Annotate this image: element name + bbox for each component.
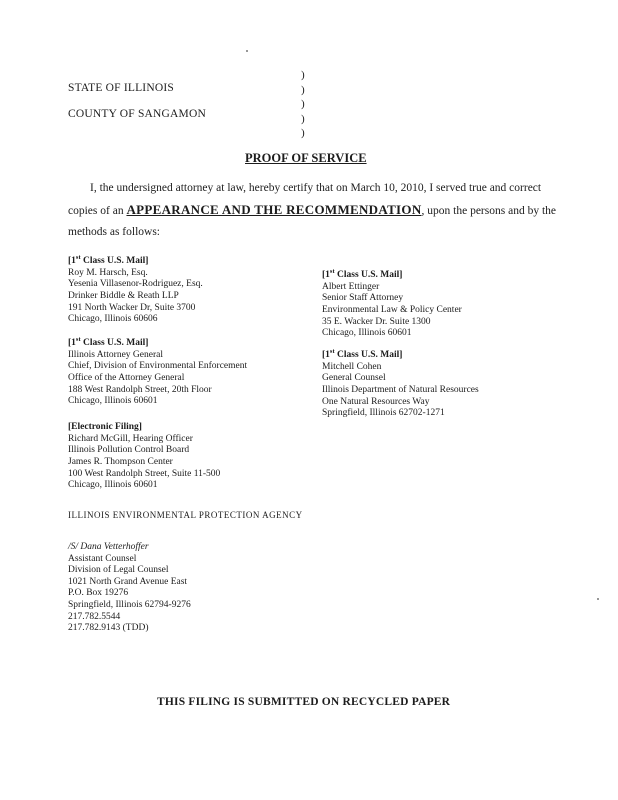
method-label: Class U.S. Mail] [80, 338, 149, 349]
caption-paren: ) [301, 112, 305, 125]
address-line: Chief, Division of Environmental Enforcement [68, 361, 248, 372]
method-superscript: st [329, 268, 335, 275]
address-line: Illinois Pollution Control Board [68, 445, 190, 456]
recycled-paper-notice: THIS FILING IS SUBMITTED ON RECYCLED PAPER [157, 696, 451, 708]
service-entry [322, 346, 479, 420]
address-line: Yesenia Villasenor-Rodriguez, Esq. [68, 279, 203, 290]
copies-suffix: , upon the persons and by the [421, 205, 556, 217]
address-line: One Natural Resources Way [322, 396, 430, 407]
caption-paren: ) [301, 83, 305, 96]
address-line: Mitchell Cohen [322, 361, 382, 372]
certification-line-3: methods as follows: [68, 226, 160, 238]
caption-paren: ) [301, 127, 305, 139]
method-label: Class U.S. Mail] [334, 350, 403, 361]
service-method: [1st Class U.S. Mail] [322, 268, 403, 281]
service-method: [1st Class U.S. Mail] [68, 254, 149, 267]
signature-line: /S/ Dana Vetterhoffer [68, 542, 149, 552]
signature-line: 217.782.9143 (TDD) [68, 623, 149, 634]
method-label: Class U.S. Mail] [80, 256, 149, 267]
service-method: [1st Class U.S. Mail] [322, 348, 403, 361]
address-line: 100 West Randolph Street, Suite 11-500 [68, 468, 221, 479]
signature-block [68, 542, 191, 635]
method-label: Electronic Filing] [71, 422, 142, 433]
service-entry [322, 266, 462, 340]
method-label: Class U.S. Mail] [334, 270, 403, 281]
document-title: PROOF OF SERVICE [245, 151, 367, 165]
scan-speck [597, 598, 599, 600]
method-number: 1 [71, 338, 76, 349]
signature-line: Division of Legal Counsel [68, 565, 169, 576]
service-entry [68, 252, 203, 326]
address-line: Roy M. Harsch, Esq. [68, 267, 148, 278]
address-line: 191 North Wacker Dr, Suite 3700 [68, 302, 196, 313]
agency-name: ILLINOIS ENVIRONMENTAL PROTECTION AGENCY [68, 510, 303, 520]
caption-state: STATE OF ILLINOIS [68, 82, 174, 94]
caption-county: COUNTY OF SANGAMON [68, 108, 206, 120]
method-superscript: st [329, 348, 335, 355]
address-line: Illinois Department of Natural Resources [322, 384, 479, 395]
service-entry [68, 418, 220, 492]
address-line: General Counsel [322, 373, 386, 384]
signature-line: 1021 North Grand Avenue East [68, 576, 188, 587]
caption-paren: ) [301, 98, 305, 110]
address-line: Office of the Attorney General [68, 372, 185, 383]
address-line: Springfield, Illinois 62702-1271 [322, 408, 445, 419]
signature-line: Springfield, Illinois 62794-9276 [68, 599, 191, 610]
method-number: 1 [325, 270, 330, 281]
served-document-name: APPEARANCE AND THE RECOMMENDATION [126, 202, 422, 217]
address-line: James R. Thompson Center [68, 456, 173, 467]
address-line: Chicago, Illinois 60606 [68, 314, 158, 325]
certification-line-2 [68, 199, 556, 222]
certification-line-1: I, the undersigned attorney at law, hereby certify that on March 10, 2010, I served true and correct [90, 182, 542, 194]
caption-paren: ) [301, 69, 305, 81]
address-line: 188 West Randolph Street, 20th Floor [68, 384, 212, 395]
service-entry [68, 334, 247, 408]
signature-line: P.O. Box 19276 [68, 588, 129, 599]
service-method: [1st Class U.S. Mail] [68, 336, 149, 349]
method-superscript: st [75, 254, 81, 261]
address-line: Chicago, Illinois 60601 [68, 480, 158, 491]
address-line: 35 E. Wacker Dr. Suite 1300 [322, 316, 431, 327]
address-line: Drinker Biddle & Reath LLP [68, 290, 179, 301]
signature-line: 217.782.5544 [68, 611, 121, 622]
address-line: Illinois Attorney General [68, 349, 163, 360]
address-line: Environmental Law & Policy Center [322, 304, 462, 315]
address-line: Albert Ettinger [322, 281, 380, 292]
method-number: 1 [325, 350, 330, 361]
certification-paragraph [68, 178, 556, 243]
address-line: Richard McGill, Hearing Officer [68, 433, 193, 444]
caption-parens [301, 68, 305, 141]
copies-prefix: copies of an [68, 205, 124, 217]
method-number: 1 [71, 256, 76, 267]
signature-line: Assistant Counsel [68, 553, 137, 564]
method-superscript: st [75, 336, 81, 343]
address-line: Chicago, Illinois 60601 [68, 396, 158, 407]
scan-speck [246, 50, 248, 52]
address-line: Chicago, Illinois 60601 [322, 328, 412, 339]
address-line: Senior Staff Attorney [322, 293, 404, 304]
service-method: [Electronic Filing] [68, 422, 142, 433]
